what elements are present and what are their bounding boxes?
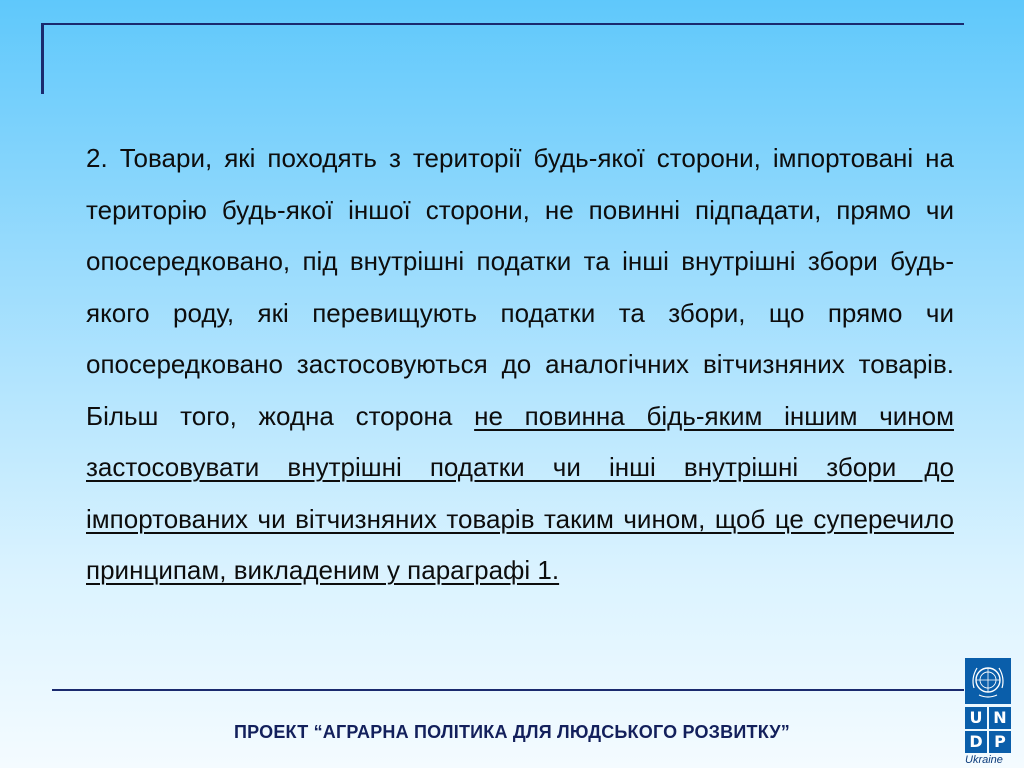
paragraph-text [86, 133, 954, 597]
un-emblem-icon [965, 658, 1011, 704]
paragraph-plain: 2. Товари, які походять з території будь-якої сторони, імпортовані на територію будь-якої іншої сторони, не повинні підпадати, прямо чи опосередковано, під внутрішні податки та інші внутрішні збори будь-якого роду, які перевищують податки та збори, що прямо чи опосередковано застосовуються до аналогічних вітчизняних товарів. Більш того, жодна сторона [86, 143, 954, 431]
logo-letter-p: P [989, 731, 1011, 753]
footer-rule [52, 689, 964, 691]
logo-letter-u: U [965, 707, 987, 729]
paragraph-underlined: не повинна бідь-яким іншим чином застосовувати внутрішні податки чи інші внутрішні збори до імпортованих чи вітчизняних товарів таким чином, щоб це суперечило принципам, викладеним у параграфі 1. [86, 400, 954, 585]
logo-letter-n: N [989, 707, 1011, 729]
logo-country: Ukraine [965, 754, 1003, 766]
logo-letter-d: D [965, 731, 987, 753]
footer-title: ПРОЕКТ “АГРАРНА ПОЛІТИКА ДЛЯ ЛЮДСЬКОГО РОЗВИТКУ” [234, 722, 790, 742]
frame-top-rule [42, 23, 964, 25]
frame-left-rule [41, 23, 44, 94]
undp-letter-grid [965, 707, 1011, 753]
undp-logo [965, 658, 1017, 766]
